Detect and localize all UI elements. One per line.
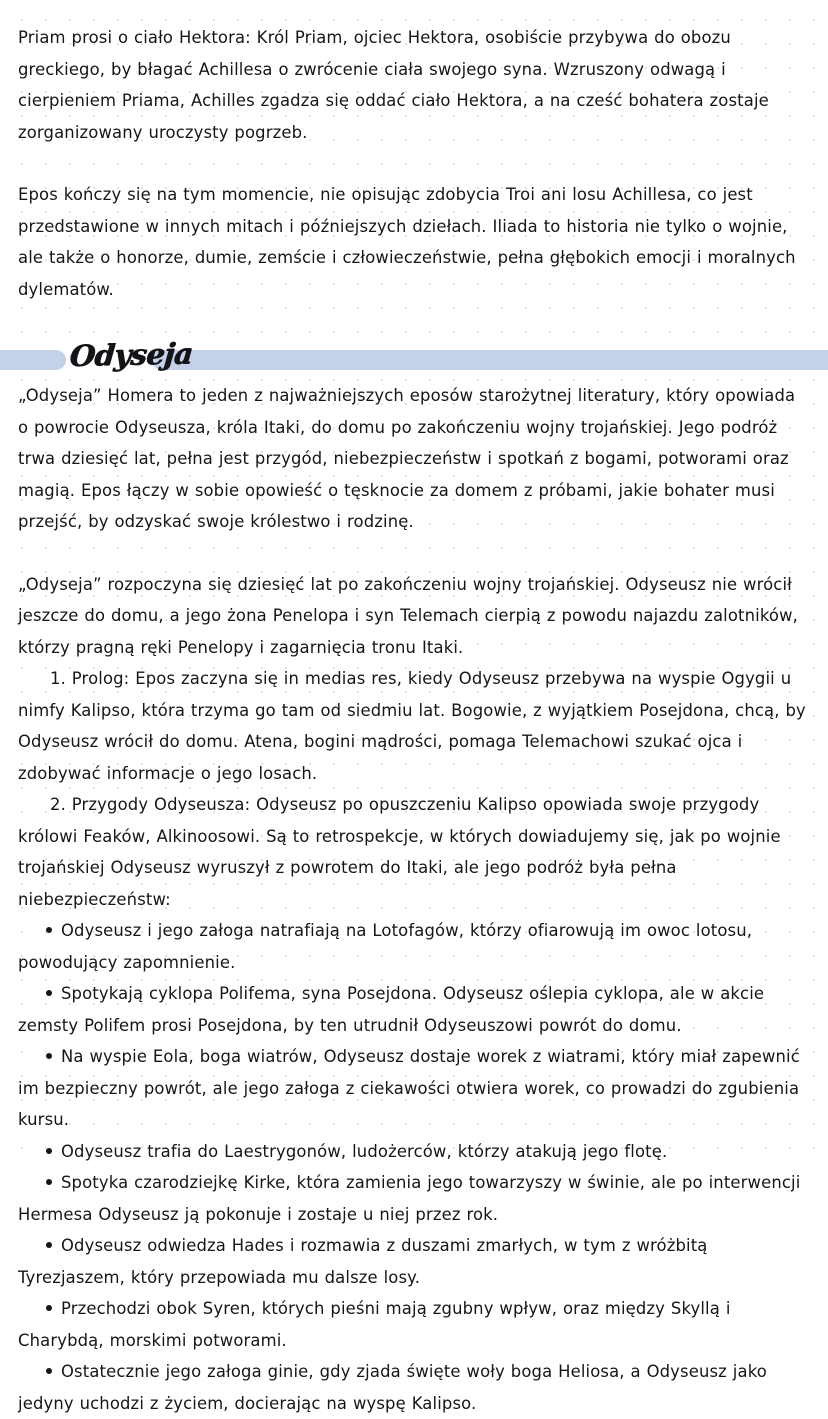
bullet-item-text: Ostatecznie jego załoga ginie, gdy zjada święte woły boga Heliosa, a Odyseusz jako jedyny uchodzi z życiem, docierając na wyspę Kalipso. [18, 1362, 767, 1413]
bullet-dot-icon [46, 927, 52, 933]
bullet-dot-icon [46, 1053, 52, 1059]
numbered-item-prolog: 1. Prolog: Epos zaczyna się in medias res, kiedy Odyseusz przebywa na wyspie Ogygii u nimfy Kalipso, która trzyma go tam od siedmiu lat. Bogowie, z wyjątkiem Posejdona, chcą, by Odyseusz wrócił do domu. Atena, bogini mądrości, pomaga Telemachowi szukać ojca i zdobywać informacje o jego losach. [18, 669, 806, 783]
numbered-item-przygody: 2. Przygody Odyseusza: Odyseusz po opuszczeniu Kalipso opowiada swoje przygody królowi Feaków, Alkinoosowi. Są to retrospekcje, w których dowiadujemy się, jak po wojnie trojańskiej Odyseusz wyruszył z powrotem do Itaki, ale jego podróż była pełna niebezpieczeństw: [18, 795, 781, 909]
bullet-item-lotofagowie [18, 915, 806, 978]
paragraph-spacer-2 [18, 538, 806, 569]
bullet-item-text: Na wyspie Eola, boga wiatrów, Odyseusz dostaje worek z wiatrami, który miał zapewnić im bezpieczny powrót, ale jego załoga z ciekawości otwiera worek, co prowadzi do zgubienia kursu. [18, 1047, 800, 1129]
bullet-item-laestrygoni [18, 1136, 806, 1168]
bullet-dot-icon [46, 1305, 52, 1311]
iliad-paragraph-priam: Priam prosi o ciało Hektora: Król Priam, ojciec Hektora, osobiście przybywa do obozu greckiego, by błagać Achillesa o zwrócenie ciała swojego syna. Wzruszony odwagą i cierpieniem Priama, Achilles zgadza się oddać ciało Hektora, a na cześć bohatera zostaje zorganizowany uroczysty pogrzeb. [18, 28, 769, 142]
section-heading-odyseja [0, 334, 828, 380]
section-spacer [18, 305, 806, 334]
bullet-dot-icon [46, 1179, 52, 1185]
bullet-item-syreny [18, 1293, 806, 1356]
bullet-item-kirke [18, 1167, 806, 1230]
section-title-text: Odyseja [68, 336, 194, 373]
paragraph-spacer [18, 148, 806, 179]
bullet-dot-icon [46, 1242, 52, 1248]
iliad-paragraph-ending: Epos kończy się na tym momencie, nie opisując zdobycia Troi ani losu Achillesa, co jest przedstawione w innych mitach i późniejszych dziełach. Iliada to historia nie tylko o wojnie, ale także o honorze, dumie, zemście i człowieczeństwie, pełna głębokich emocji i moralnych dylematów. [18, 185, 796, 299]
bullet-item-text: Spotyka czarodziejkę Kirke, która zamienia jego towarzyszy w świnie, ale po interwencji Hermesa Odyseusz ją pokonuje i zostaje u niej przez rok. [18, 1173, 801, 1224]
bullet-item-text: Spotykają cyklopa Polifema, syna Posejdona. Odyseusz oślepia cyklopa, ale w akcie zemsty Polifem prosi Posejdona, by ten utrudnił Odyseuszowi powrót do domu. [18, 984, 765, 1035]
highlight-band-right [152, 350, 828, 370]
bullet-item-text: Odyseusz odwiedza Hades i rozmawia z duszami zmarłych, w tym z wróżbitą Tyrezjaszem, który przepowiada mu dalsze losy. [18, 1236, 708, 1287]
bullet-item-text: Przechodzi obok Syren, których pieśni mają zgubny wpływ, oraz między Skyllą i Charybdą, morskimi potworami. [18, 1299, 731, 1350]
bullet-item-text: Odyseusz i jego załoga natrafiają na Lotofagów, którzy ofiarowują im owoc lotosu, powodujący zapomnienie. [18, 921, 753, 972]
bullet-dot-icon [46, 1148, 52, 1154]
bullet-dot-icon [46, 990, 52, 996]
bullet-item-eol [18, 1041, 806, 1136]
odyseja-setting-paragraph: „Odyseja” rozpoczyna się dziesięć lat po zakończeniu wojny trojańskiej. Odyseusz nie wrócił jeszcze do domu, a jego żona Penelopa i syn Telemach cierpią z powodu najazdu zalotników, którzy pragną ręki Penelopy i zagarnięcia tronu Itaki. [18, 574, 799, 657]
bullet-item-polifem [18, 978, 806, 1041]
bullet-item-hades [18, 1230, 806, 1293]
bullet-item-helios [18, 1356, 806, 1419]
highlight-band-left [0, 350, 66, 370]
bullet-dot-icon [46, 1368, 52, 1374]
odyseja-intro-paragraph: „Odyseja” Homera to jeden z najważniejszych eposów starożytnej literatury, który opowiada o powrocie Odyseusza, króla Itaki, do domu po zakończeniu wojny trojańskiej. Jego podróż trwa dziesięć lat, pełna jest przygód, niebezpieczeństw i spotkań z bogami, potworami oraz magią. Epos łączy w sobie opowieść o tęsknocie za domem z próbami, jakie bohater musi przejść, by odzyskać swoje królestwo i rodzinę. [18, 386, 796, 531]
bullet-item-text: Odyseusz trafia do Laestrygonów, ludożerców, którzy atakują jego flotę. [61, 1141, 668, 1161]
